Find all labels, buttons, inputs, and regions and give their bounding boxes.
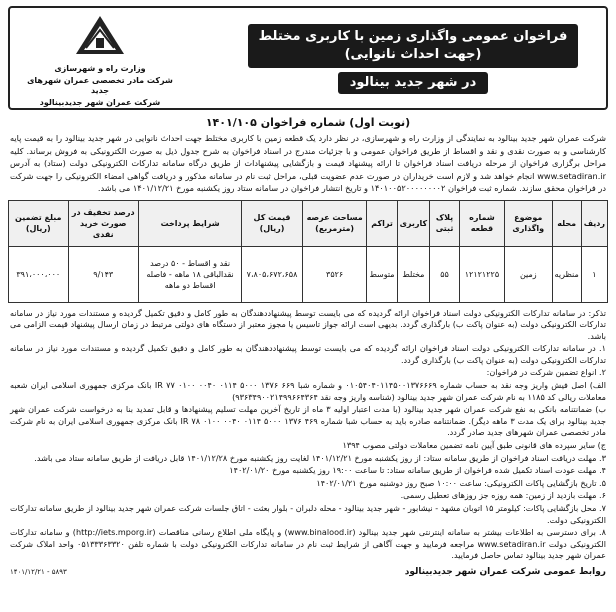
cell-row-number: ۱: [581, 246, 607, 302]
cell-payment-terms: نقد و اقساط - ۵۰ درصد نقدالباقی ۱۸ ماهه - فاصله اقساط دو ماهه: [138, 246, 241, 302]
cell-total-price: ۷،۸۰۵،۶۷۲،۶۵۸: [242, 246, 303, 302]
note-item: ۲. انواع تضمین شرکت در فراخوان:: [486, 367, 606, 378]
note-item: تذکر: در سامانه تدارکات الکترونیکی دولت اسناد فراخوان ارائه گردیده که می بایست توسط پیشنهاددهندگان به طور کامل و دقیق تکمیل گردیده و مستندات مورد نیاز در سامانه تدارکات الکترونیکی دولت (به عنوان پاکت ب) بارگذاری گردد. بدیهی است ارائه جواز تاسیس یا مجوز معتبر از دستگاه های دولتی مرتبط در زمان ارسال پیشنهاد قیمت الزامی می باشد.: [10, 307, 606, 341]
note-item: ۱. در سامانه تدارکات الکترونیکی دولت اسناد فراخوان ارائه گردیده که می بایست توسط پیشنهاددهندگان به طور کامل و دقیق تکمیل گردیده و مستندات مورد نیاز در سامانه تدارکات الکترونیکی دولت (به عنوان پاکت ب) بارگذاری گردد.: [10, 343, 606, 365]
call-number: (نوبت اول) شماره فراخوان ۱۴۰۱/۱۰۵: [205, 116, 411, 129]
cell-plot-number: ۱۲۱۲۱۲۲۵: [459, 246, 504, 302]
cell-usage: مختلط: [397, 246, 430, 302]
note-item: ج) سایر سپرده های قانونی طبق آیین نامه تضمین معاملات دولتی مصوب ۱۳۹۴: [342, 440, 606, 451]
cell-guarantee-amount: ۳۹۱،۰۰۰،۰۰۰: [9, 246, 69, 302]
page-title: فراخوان عمومی واگذاری زمین با کاربری مختلط (جهت احداث نانوایی): [248, 24, 578, 68]
logo-text-ministry: وزارت راه و شهرسازی: [54, 64, 146, 73]
col-cash-discount: درصد تخفیف در صورت خرید نقدی: [68, 200, 138, 246]
land-table: [8, 200, 608, 303]
footer-code: ۱۴۰۱/۱۲/۲۱ - ۵۸۹۳: [10, 567, 67, 576]
col-row-number: ردیف: [581, 200, 607, 246]
note-item: ۷. محل بازگشایی پاکات: کیلومتر ۱۵ اتوبان مشهد - نیشابور - شهر جدید بینالود - محله دلبران - بلوار بعثت - اتاق جلسات شرکت عمران شهر جدید بینالود از طریق سامانه تدارکات الکترونیکی دولت.: [10, 503, 606, 525]
note-item: ب) ضمانتنامه بانکی به نفع شرکت عمران شهر جدید بینالود (با مدت اعتبار اولیه ۳ ماه از تاریخ آخرین مهلت تسلیم پیشنهادها و قابل تمدید بنا به درخواست شرکت عمران شهر جدید بینالود برای یک مدت ۳ ماهه دیگر). ضمانتنامه صادره باید به حساب شبا شماره IR ۷۸ ۰۱۰۰ ۰۰۴۰ ۰۱۱۴ ۵۰۰۰ ۱۳۷۶ ۴۶۹ بانک مرکزی جمهوری اسلامی ایران به نام شرکت مادر تخصصی عمران شهرهای جدید صادر گردد.: [10, 404, 607, 438]
cell-area: ۳۵۲۶: [302, 246, 367, 302]
cell-cash-discount: ۹/۱۴۳: [68, 246, 138, 302]
cell-neighborhood: منظریه: [552, 246, 581, 302]
footer: [8, 567, 608, 577]
footer-signature: روابط عمومی شرکت عمران شهر جدیدبینالود: [404, 566, 606, 577]
col-registry-plate: پلاک ثبتی: [430, 200, 460, 246]
note-item: ۶. مهلت بازدید از زمین: همه روزه جز روزهای تعطیل رسمی.: [400, 490, 606, 501]
intro-paragraph: شرکت عمران شهر جدید بینالود به نمایندگی از وزارت راه و شهرسازی، در نظر دارد یک قطعه زمین با کاربری مختلط جهت احداث نانوایی در شهر جدید بینالود را به قیمت پایه کارشناسی و به صورت نقدی و نقد و اقساط از طریق فراخوان عمومی و با جزئیات مندرج در اسناد فراخوان به شرح جدول ذیل به صورت الکترونیکی به فروش برساند. کلیه مراحل برگزاری فراخوان از مرحله دریافت اسناد فراخوان تا ارائه پیشنهاد قیمت و بازگشایی پیشنهادات از طریق درگاه سامانه تدارکات الکترونیکی دولت (ستاد) به آدرس www.setadiran.ir انجام خواهد شد و لازم است خریداران در صورت عدم عضویت قبلی، مراحل ثبت نام در سامانه مذکور و دریافت گواهی امضاء الکترونیکی را جهت شرکت در فراخوان محقق سازند. شماره ثبت فراخوان ۱۴۰۱۰۰۵۲۰۰۰۰۰۰۰۰۲ و تاریخ انتشار فراخوان در سامانه ستاد روز یکشنبه مورخ ۱۴۰۱/۱۲/۲۱ می باشد.: [10, 133, 606, 193]
table-row: [9, 246, 608, 302]
logo-block: [20, 14, 180, 106]
table-header-row: [9, 200, 608, 246]
col-guarantee-amount: مبلغ تضمین (ریال): [9, 200, 69, 246]
note-item: ۵. تاریخ بازگشایی پاکات الکترونیکی: ساعت ۱۰:۰۰ صبح روز دوشنبه مورخ ۱۴۰۲/۰۱/۲۱: [316, 477, 606, 488]
col-usage: کاربری: [397, 200, 430, 246]
note-item: ۴. مهلت عودت اسناد تکمیل شده فراخوان از طریق سامانه ستاد: تا ساعت ۱۹:۰۰ روز یکشنبه مورخ ۱۴۰۲/۰۱/۲۰: [229, 465, 606, 476]
cell-registry-plate: ۵۵: [430, 246, 460, 302]
col-density: تراکم: [367, 200, 397, 246]
col-neighborhood: محله: [552, 200, 581, 246]
cell-subject: زمین: [504, 246, 552, 302]
cell-density: متوسط: [367, 246, 397, 302]
logo-text-company: شرکت مادر تخصصی عمران شهرهای جدید: [27, 76, 173, 95]
logo-text-branch: شرکت عمران شهر جدیدبینالود: [39, 98, 161, 107]
col-plot-number: شماره قطعه: [459, 200, 504, 246]
col-total-price: قیمت کل (ریال): [242, 200, 303, 246]
note-item: الف) اصل فیش واریز وجه نقد به حساب شماره ۰۱۰۵۴۰۴۰۱۱۴۵۰۰۱۳۷۶۶۶۹ و شماره شبا IR ۷۷ ۰۱۰۰ ۰۰۴۰ ۰۱۱۴ ۵۰۰۰ ۱۳۷۶ ۶۶۹ بانک مرکزی جمهوری اسلامی ایران شعبه معاملات ریالی کد ۱۱۸۵ به نام شرکت عمران شهر جدید بینالود (شناسه واریز وجه نقد ۹۳۶۳۴۹۰۰۲۱۴۹۹۶۶۴۳۶۴): [10, 380, 607, 402]
header: [8, 6, 608, 110]
conditions-list: [8, 308, 608, 562]
col-payment-terms: شرایط پرداخت: [138, 200, 241, 246]
col-subject: موضوع واگذاری: [504, 200, 552, 246]
note-item: ۳. مهلت دریافت اسناد فراخوان از طریق سامانه ستاد: از روز یکشنبه مورخ ۱۴۰۱/۱۲/۲۱ لغایت روز یکشنبه مورخ ۱۴۰۱/۱۲/۲۸ قابل دریافت از طریق سامانه ستاد می باشد.: [34, 452, 606, 463]
note-item: ۸. برای دسترسی به اطلاعات بیشتر به سامانه اینترنتی شهر جدید بینالود (www.binalood.ir) و پایگاه ملی اطلاع رسانی مناقصات (http://iets.mporg.ir) و سامانه تدارکات الکترونیکی دولت www.setadiran.ir مراجعه فرمایید و جهت آگاهی از شرایط ثبت نام در سامانه تدارکات الکترونیکی دولت با شماره تلفن ۰۵۱۳۳۳۶۳۳۲۰ واحد املاک شرکت عمران شهر جدید بینالود تماس حاصل فرمایید.: [10, 527, 606, 561]
page-title-city: در شهر جدید بینالود: [338, 72, 489, 94]
ministry-logo-icon: [72, 14, 128, 58]
col-area: مساحت عرصه (مترمربع): [302, 200, 367, 246]
title-block: [248, 24, 578, 94]
